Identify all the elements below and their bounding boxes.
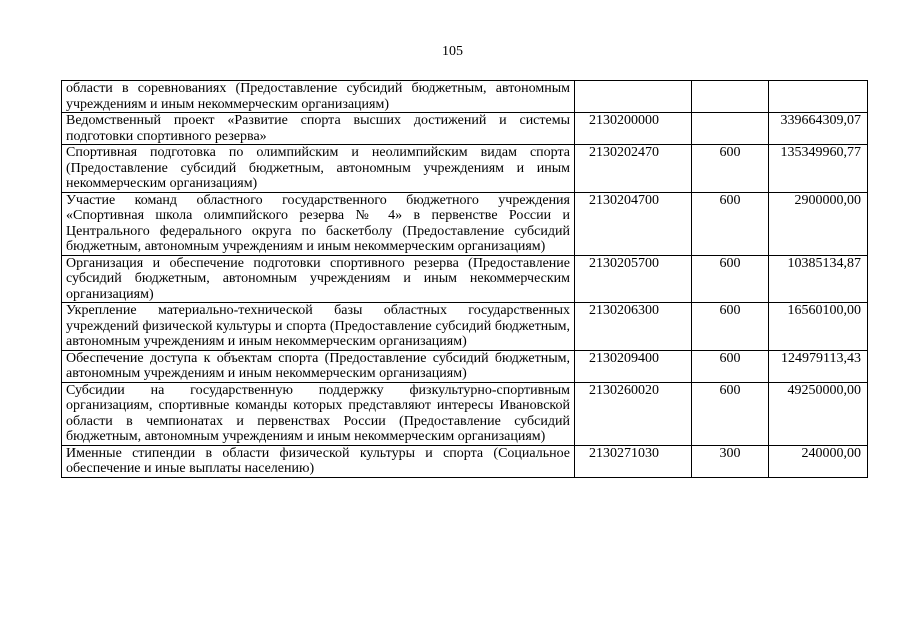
table-row — [62, 113, 868, 145]
row-amount-cell: 240000,00 — [769, 445, 868, 477]
row-expense-type-cell: 600 — [692, 145, 769, 193]
row-code-cell: 2130206300 — [575, 303, 692, 351]
row-name-cell: Ведомственный проект «Развитие спорта высших достижений и системы подготовки спортивного резерва» — [62, 113, 575, 145]
row-name-cell: Субсидии на государственную поддержку физкультурно-спортивным организациям, спортивные команды которых представляют интересы Ивановской области в чемпионатах и первенствах России (Предоставление субсидий бюджетным, автономным учреждениям и иным некоммерческим организациям) — [62, 382, 575, 445]
row-amount-cell: 16560100,00 — [769, 303, 868, 351]
table-row — [62, 350, 868, 382]
row-expense-type-cell: 600 — [692, 350, 769, 382]
table-row — [62, 382, 868, 445]
table-row — [62, 303, 868, 351]
row-name-cell: Именные стипендии в области физической культуры и спорта (Социальное обеспечение и иные выплаты населению) — [62, 445, 575, 477]
row-expense-type-cell: 600 — [692, 255, 769, 303]
row-amount-cell — [769, 81, 868, 113]
row-code-cell: 2130204700 — [575, 192, 692, 255]
row-amount-cell: 135349960,77 — [769, 145, 868, 193]
row-code-cell: 2130271030 — [575, 445, 692, 477]
row-expense-type-cell: 600 — [692, 192, 769, 255]
row-expense-type-cell — [692, 81, 769, 113]
row-code-cell — [575, 81, 692, 113]
row-expense-type-cell: 600 — [692, 382, 769, 445]
row-amount-cell: 10385134,87 — [769, 255, 868, 303]
row-amount-cell: 339664309,07 — [769, 113, 868, 145]
table-row — [62, 255, 868, 303]
row-code-cell: 2130202470 — [575, 145, 692, 193]
budget-table — [61, 80, 868, 478]
row-amount-cell: 2900000,00 — [769, 192, 868, 255]
row-amount-cell: 124979113,43 — [769, 350, 868, 382]
page-number: 105 — [442, 44, 463, 59]
row-code-cell: 2130205700 — [575, 255, 692, 303]
row-expense-type-cell — [692, 113, 769, 145]
row-expense-type-cell: 600 — [692, 303, 769, 351]
row-amount-cell: 49250000,00 — [769, 382, 868, 445]
row-name-cell: Спортивная подготовка по олимпийским и неолимпийским видам спорта (Предоставление субсидий бюджетным, автономным учреждениям и иным некоммерческим организациям) — [62, 145, 575, 193]
row-code-cell: 2130209400 — [575, 350, 692, 382]
row-name-cell: Обеспечение доступа к объектам спорта (Предоставление субсидий бюджетным, автономным учреждениям и иным некоммерческим организациям) — [62, 350, 575, 382]
table-row — [62, 445, 868, 477]
row-name-cell: Организация и обеспечение подготовки спортивного резерва (Предоставление субсидий бюджетным, автономным учреждениям и иным некоммерческим организациям) — [62, 255, 575, 303]
row-code-cell: 2130260020 — [575, 382, 692, 445]
row-code-cell: 2130200000 — [575, 113, 692, 145]
row-name-cell: области в соревнованиях (Предоставление субсидий бюджетным, автономным учреждениям и иным некоммерческим организациям) — [62, 81, 575, 113]
row-expense-type-cell: 300 — [692, 445, 769, 477]
table-row — [62, 192, 868, 255]
row-name-cell: Укрепление материально-технической базы областных государственных учреждений физической культуры и спорта (Предоставление субсидий бюджетным, автономным учреждениям и иным некоммерческим организациям) — [62, 303, 575, 351]
table-row — [62, 145, 868, 193]
row-name-cell: Участие команд областного государственного бюджетного учреждения «Спортивная школа олимпийского резерва № 4» в первенстве России и Центрального федерального округа по баскетболу (Предоставление субсидий бюджетным, автономным учреждениям и иным некоммерческим организациям) — [62, 192, 575, 255]
table-row — [62, 81, 868, 113]
